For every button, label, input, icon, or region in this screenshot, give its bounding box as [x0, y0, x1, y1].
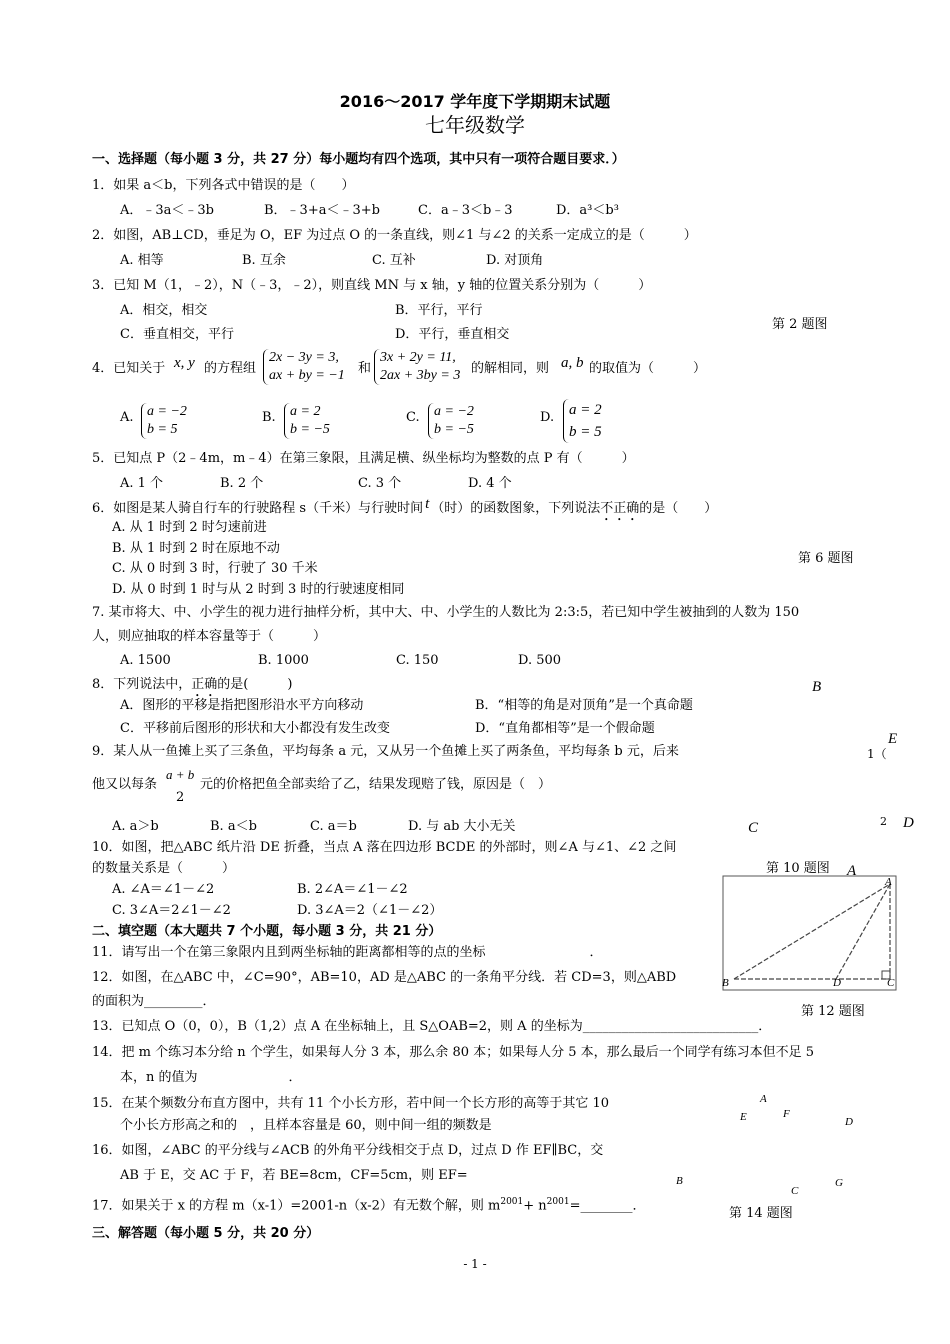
q9-fraction-denominator: 2 [176, 790, 185, 805]
q4-stem-pre: 4．已知关于 [92, 361, 166, 376]
q7-stem-line1: 7. 某市将大、中、小学生的视力进行抽样分析，其中大、中、小学生的人数比为 2:3:5，若已知中学生被抽到的人数为 150 [92, 605, 800, 620]
q9-stem-line1: 9．某人从一鱼摊上买了三条鱼，平均每条 a 元，又从另一个鱼摊上买了两条鱼，平均每条 b 元，后来 [92, 744, 679, 759]
page-number: - 1 - [463, 1257, 487, 1271]
fig14-label-f: F [783, 1108, 790, 1120]
q14-stem-line2: 本，n 的值为 ． [120, 1070, 302, 1085]
q1-option-b: B．﹣3+a＜﹣3+b [264, 203, 380, 218]
q6-stem: 6．如图是某人骑自行车的行驶路程 s（千米）与行驶时间 t （时）的函数图象，下列说法不正确的是（ ） [92, 496, 718, 516]
figure-2-caption: 第 2 题图 [772, 317, 828, 332]
q6-option-a: A. 从 1 时到 2 时匀速前进 [112, 520, 267, 535]
q5-option-d: D. 4 个 [468, 476, 512, 491]
q16-stem-line1: 16．如图，∠ABC 的平分线与∠ACB 的外角平分线相交于点 D，过点 D 作 EF∥BC，交 [92, 1143, 604, 1158]
q8-stem: 8．下列说法中，正确的是( ) [92, 677, 293, 692]
q4-stem-end: 的取值为（ ） [589, 361, 707, 376]
q4-stem-mid: 的方程组 [204, 361, 257, 376]
q12-stem-line1: 12．如图，在△ABC 中，∠C=90°，AB=10，AD 是△ABC 的一条角平分线．若 CD=3，则△ABD [92, 970, 677, 985]
q4-option-d: a = 2 b = 5 [563, 399, 602, 443]
q3-option-c: C．垂直相交，平行 [120, 327, 234, 342]
q11-stem: 11．请写出一个在第三象限内且到两坐标轴的距离都相等的点的坐标 ． [92, 945, 603, 960]
q9-option-d: D. 与 ab 大小无关 [408, 819, 516, 834]
figure-10-caption: 第 10 题图 [766, 861, 830, 876]
q6-option-b: B. 从 1 时到 2 时在原地不动 [112, 541, 280, 556]
q4-option-c-label: C. [406, 410, 420, 425]
q17-stem: 17．如果关于 x 的方程 m（x-1）=2001-n（x-2）有无数个解，则 $m^{2001}+$ $n^{2001}=\_\_\_\_\_\_\_\_$． [92, 1197, 646, 1214]
q2-option-a: A. 相等 [120, 253, 164, 268]
q1-option-d: D．a³＜b³ [556, 203, 619, 218]
exam-title: 2016～2017 学年度下学期期末试题 [339, 92, 611, 111]
q6-option-c: C. 从 0 时到 3 时，行驶了 30 千米 [112, 561, 318, 576]
q4-system-2: 3x + 2y = 11, 2ax + 3by = 3 [374, 349, 460, 385]
fig10-label-c: C [748, 820, 759, 836]
q8-option-a: A．图形的平移是指把图形沿水平方向移动 [120, 698, 364, 713]
q5-option-b: B. 2 个 [220, 476, 264, 491]
q7-option-c: C. 150 [396, 653, 439, 668]
fig14-label-d: D [845, 1116, 853, 1128]
q9-option-a: A. a＞b [112, 819, 159, 834]
q2-stem: 2．如图，AB⊥CD，垂足为 O，EF 为过点 O 的一条直线，则∠1 与∠2 的关系一定成立的是（ ） [92, 228, 697, 243]
q7-option-b: B. 1000 [258, 653, 309, 668]
q9-fraction-numerator: a + b [166, 767, 195, 782]
q6-option-d: D. 从 0 时到 1 时与从 2 时到 3 时的行驶速度相同 [112, 582, 405, 597]
q4-system-1: 2x − 3y = 3, ax + by = −1 [263, 349, 345, 385]
figure-6-caption: 第 6 题图 [798, 551, 854, 566]
q8-option-c: C．平移前后图形的形状和大小都没有发生改变 [120, 721, 390, 736]
q16-stem-line2: AB 于 E，交 AC 于 F，若 BE=8cm，CF=5cm，则 EF= [120, 1168, 520, 1183]
q10-option-d: D. 3∠A＝2（∠1－∠2） [297, 903, 443, 918]
q10-option-c: C. 3∠A＝2∠1－∠2 [112, 903, 231, 918]
q10-stem-line1: 10．如图，把△ABC 纸片沿 DE 折叠，当点 A 落在四边形 BCDE 的外部时，则∠A 与∠1、∠2 之间 [92, 840, 677, 855]
q3-option-a: A．相交，相交 [120, 303, 208, 318]
q4-option-a-label: A. [120, 410, 134, 425]
q10-option-a: A. ∠A＝∠1－∠2 [112, 882, 215, 897]
q3-option-b: B．平行，平行 [395, 303, 483, 318]
fig12-label-c: C [887, 977, 895, 989]
q9-stem-pre: 他又以每条 [92, 777, 158, 792]
q4-option-b: a = 2 b = −5 [284, 403, 330, 439]
q1-option-a: A．﹣3a＜﹣3b [120, 203, 215, 218]
q2-option-b: B. 互余 [242, 253, 286, 268]
q14-stem-line1: 14．把 m 个练习本分给 n 个学生，如果每人分 3 本，那么余 80 本；如果每人分 5 本，那么最后一个同学有练习本但不足 5 [92, 1045, 815, 1060]
q4-option-a: a = −2 b = 5 [141, 403, 187, 439]
fig10-label-e: E [888, 731, 898, 747]
q15-stem-line1: 15．在某个频数分布直方图中，共有 11 个小长方形，若中间一个长方形的高等于其它 10 [92, 1096, 610, 1111]
q12-stem-line2: 的面积为_________． [92, 994, 216, 1009]
q4-var-ab: a, b [561, 355, 584, 371]
q5-stem: 5．已知点 P（2﹣4m，m﹣4）在第三象限，且满足横、纵坐标均为整数的点 P 有（ ） [92, 451, 635, 466]
section-3-heading: 三、解答题（每小题 5 分，共 20 分） [92, 1226, 320, 1241]
q3-stem: 3．已知 M（1，﹣2），N（﹣3，﹣2），则直线 MN 与 x 轴，y 轴的位置关系分别为（ ） [92, 278, 652, 293]
q8-option-d: D．“直角都相等”是一个假命题 [475, 721, 655, 736]
q7-option-d: D. 500 [518, 653, 562, 668]
q4-and: 和 [358, 361, 372, 376]
q6-var-t: t [425, 496, 430, 512]
q2-option-d: D. 对顶角 [486, 253, 544, 268]
fig14-label-a: A [760, 1093, 767, 1105]
q3-option-d: D．平行，垂直相交 [395, 327, 510, 342]
q7-option-a: A. 1500 [120, 653, 171, 668]
fig14-label-e: E [740, 1111, 747, 1123]
q5-option-c: C. 3 个 [358, 476, 402, 491]
section-1-heading: 一、选择题（每小题 3 分，共 27 分）每小题均有四个选项，其中只有一项符合题目要求．） [92, 152, 625, 167]
fig14-label-g: G [835, 1177, 843, 1189]
fig14-label-b: B [676, 1175, 683, 1187]
fig10-label-a: A [847, 863, 857, 879]
q4-stem-post: 的解相同，则 [471, 361, 550, 376]
figure-12-triangle [722, 875, 898, 993]
fig10-label-d: D [903, 815, 914, 831]
q1-option-c: C．a﹣3＜b﹣3 [418, 203, 513, 218]
q9-option-c: C. a＝b [310, 819, 357, 834]
fig10-label-1: 1（ [867, 747, 887, 761]
exam-subtitle: 七年级数学 [425, 113, 525, 137]
q8-option-b: B．“相等的角是对顶角”是一个真命题 [475, 698, 693, 713]
q4-option-b-label: B. [262, 410, 276, 425]
q5-option-a: A. 1 个 [120, 476, 164, 491]
fig12-label-a: A [885, 876, 892, 888]
q4-option-d-label: D. [540, 410, 555, 425]
fig10-label-b: B [812, 679, 822, 695]
q4-option-c: a = −2 b = −5 [428, 403, 474, 439]
q4-var-xy: x, y [174, 355, 195, 371]
fig12-label-d: D [833, 977, 841, 989]
q13-stem: 13．已知点 O（0，0），B（1,2）点 A 在坐标轴上，且 S△OAB=2，则 A 的坐标为___________________________． [92, 1019, 772, 1034]
figure-12-caption: 第 12 题图 [801, 1004, 865, 1019]
figure-14-caption: 第 14 题图 [729, 1206, 793, 1221]
q7-stem-line2: 人，则应抽取的样本容量等于（ ） [92, 629, 327, 644]
q9-stem-post: 元的价格把鱼全部卖给了乙，结果发现赔了钱，原因是（ ） [200, 777, 552, 792]
section-2-heading: 二、填空题（本大题共 7 个小题，每小题 3 分，共 21 分） [92, 924, 442, 939]
q10-stem-line2: 的数量关系是（ ） [92, 861, 236, 876]
q9-option-b: B. a＜b [210, 819, 257, 834]
q2-option-c: C. 互补 [372, 253, 416, 268]
q15-stem-line2: 个小长方形高之和的 ，且样本容量是 60，则中间一组的频数是 [120, 1118, 492, 1133]
fig12-label-b: B [722, 977, 729, 989]
q1-stem: 1．如果 a＜b，下列各式中错误的是（ ） [92, 178, 355, 193]
fig14-label-c: C [791, 1185, 799, 1197]
fig10-label-2: 2 [880, 815, 887, 828]
q10-option-b: B. 2∠A＝∠1－∠2 [297, 882, 408, 897]
